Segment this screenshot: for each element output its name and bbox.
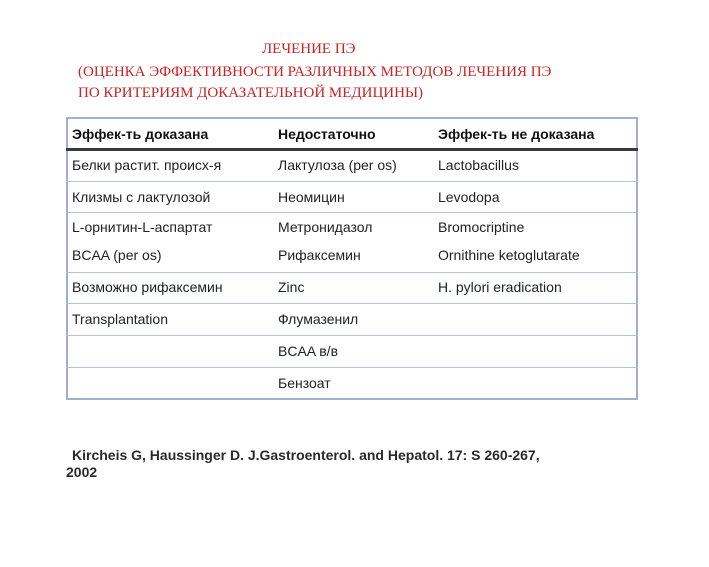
cell-proven: BCAA (per os) [72,247,162,263]
table-row [66,241,638,272]
citation-line-2: 2002 [66,464,98,480]
table-row [66,182,638,212]
cell-insufficient: Zinc [278,279,305,295]
cell-insufficient: Неомицин [278,189,345,205]
cell-proven: L-орнитин-L-аспартат [72,219,213,235]
page-subtitle-line-1: (ОЦЕНКА ЭФФЕКТИВНОСТИ РАЗЛИЧНЫХ МЕТОДОВ ЛЕЧЕНИЯ ПЭ [78,64,552,80]
table-row [66,304,638,335]
cell-proven: Возможно рифаксемин [72,279,223,295]
table-row [66,151,638,180]
cell-proven: Белки растит. происх-я [72,157,222,173]
table-row [66,213,638,241]
cell-insufficient: BCAA в/в [278,343,339,359]
page-title: ЛЕЧЕНИЕ ПЭ [262,41,356,57]
cell-not-proven: H. pylori eradication [438,279,562,295]
cell-proven: Клизмы с лактулозой [72,189,211,205]
cell-not-proven: Ornithine ketoglutarate [438,247,580,263]
cell-not-proven: Levodopa [438,189,500,205]
cell-insufficient: Бензоат [278,375,331,391]
table-row [66,336,638,367]
cell-not-proven: Lactobacillus [438,157,519,173]
header-not-proven: Эффек-ть не доказана [438,126,595,142]
cell-insufficient: Метронидазол [278,219,373,235]
treatment-evidence-table [66,117,638,400]
cell-insufficient: Флумазенил [278,311,359,327]
header-insufficient: Недостаточно [278,126,376,142]
header-proven: Эффек-ть доказана [72,126,209,142]
table-row [66,273,638,303]
cell-proven: Transplantation [72,311,168,327]
cell-insufficient: Лактулоза (per os) [278,157,397,173]
cell-insufficient: Рифаксемин [278,247,361,263]
table-header-row [66,117,638,148]
table-border-bottom [66,398,638,400]
cell-not-proven: Bromocriptine [438,219,525,235]
page-subtitle-line-2: ПО КРИТЕРИЯМ ДОКАЗАТЕЛЬНОЙ МЕДИЦИНЫ) [78,85,424,101]
table-row [66,368,638,398]
citation [66,447,626,481]
citation-line-1: Kircheis G, Haussinger D. J.Gastroenterol. and Hepatol. 17: S 260-267, [72,447,540,463]
